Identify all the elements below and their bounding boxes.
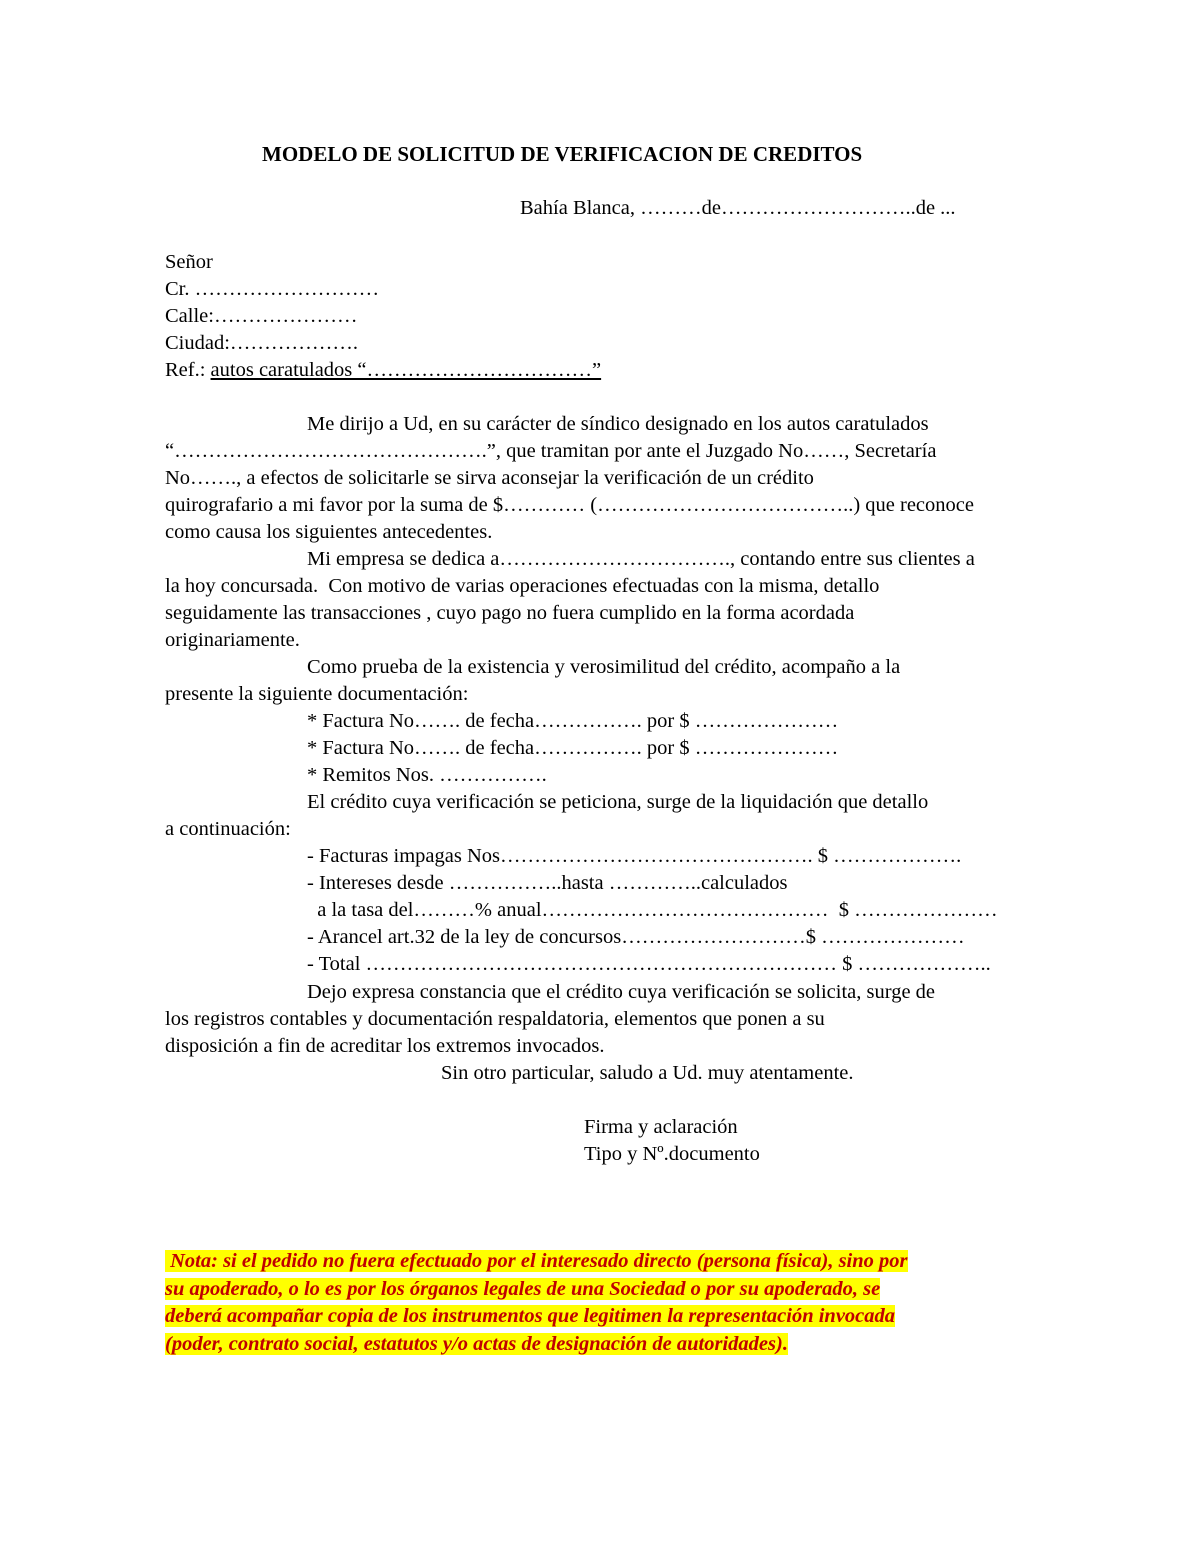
note-line: deberá acompañar copia de los instrumentos que legitimen la representación invocada xyxy=(165,1305,896,1328)
invoice-item: * Factura No……. de fecha……………. por $ ………………… xyxy=(307,710,839,732)
recipient-street: Calle:………………… xyxy=(165,305,358,327)
remitos-item: * Remitos Nos. ……………. xyxy=(307,764,547,786)
document-title: MODELO DE SOLICITUD DE VERIFICACION DE CREDITOS xyxy=(262,142,863,166)
body-line: la hoy concursada. Con motivo de varias operaciones efectuadas con la misma, detallo xyxy=(165,575,880,597)
body-line: a continuación: xyxy=(165,818,291,840)
greeting: Señor xyxy=(165,251,213,273)
body-line: Mi empresa se dedica a……………………………., contando entre sus clientes a xyxy=(307,548,975,570)
liquidation-total: - Total …………………………………………………………… $ ……………….. xyxy=(307,953,991,975)
note-block xyxy=(165,1248,1045,1359)
reference-line xyxy=(165,360,601,381)
liquidation-item: - Facturas impagas Nos………………………………………. $ ………………. xyxy=(307,845,962,867)
liquidation-item: - Intereses desde ……………..hasta …………..calculados xyxy=(307,872,788,894)
body-line: originariamente. xyxy=(165,629,300,651)
body-line: seguidamente las transacciones , cuyo pago no fuera cumplido en la forma acordada xyxy=(165,602,855,624)
invoice-item: * Factura No……. de fecha……………. por $ ………………… xyxy=(307,737,839,759)
recipient-city: Ciudad:………………. xyxy=(165,332,359,354)
closing-line: Sin otro particular, saludo a Ud. muy atentamente. xyxy=(441,1062,854,1084)
liquidation-item: - Arancel art.32 de la ley de concursos………………………$ ………………… xyxy=(307,926,965,948)
note-line: su apoderado, o lo es por los órganos legales de una Sociedad o por su apoderado, se xyxy=(165,1277,881,1300)
body-line: Me dirijo a Ud, en su carácter de síndico designado en los autos caratulados xyxy=(307,413,929,435)
recipient-cr: Cr. ……………………… xyxy=(165,278,380,300)
body-line: quirografario a mi favor por la suma de $………… (………………………………..) que reconoce xyxy=(165,494,974,516)
body-line: los registros contables y documentación respaldatoria, elementos que ponen a su xyxy=(165,1008,825,1030)
body-line: Como prueba de la existencia y verosimilitud del crédito, acompaño a la xyxy=(307,656,901,678)
date-line: Bahía Blanca, ………de………………………..de ... xyxy=(520,197,956,219)
body-line: Dejo expresa constancia que el crédito cuya verificación se solicita, surge de xyxy=(307,981,936,1003)
reference-label: Ref.: xyxy=(165,359,211,381)
body-line: El crédito cuya verificación se peticiona, surge de la liquidación que detallo xyxy=(307,791,929,813)
note-line: Nota: si el pedido no fuera efectuado por el interesado directo (persona física), sino por xyxy=(165,1250,908,1272)
reference-case: autos caratulados “……………………………” xyxy=(210,359,602,381)
document-type-label: Tipo y Nº.documento xyxy=(584,1143,760,1165)
body-line: No……., a efectos de solicitarle se sirva aconsejar la verificación de un crédito xyxy=(165,467,814,489)
body-line: “……………………………………….”, que tramitan por ante el Juzgado No……, Secretaría xyxy=(165,440,937,462)
note-line: (poder, contrato social, estatutos y/o actas de designación de autoridades). xyxy=(165,1333,788,1356)
liquidation-item: a la tasa del………% anual…………………………………… $ ………………… xyxy=(307,899,998,921)
body-line: presente la siguiente documentación: xyxy=(165,683,469,705)
body-line: como causa los siguientes antecedentes. xyxy=(165,521,493,543)
signature-label: Firma y aclaración xyxy=(584,1116,738,1138)
body-line: disposición a fin de acreditar los extremos invocados. xyxy=(165,1035,605,1057)
